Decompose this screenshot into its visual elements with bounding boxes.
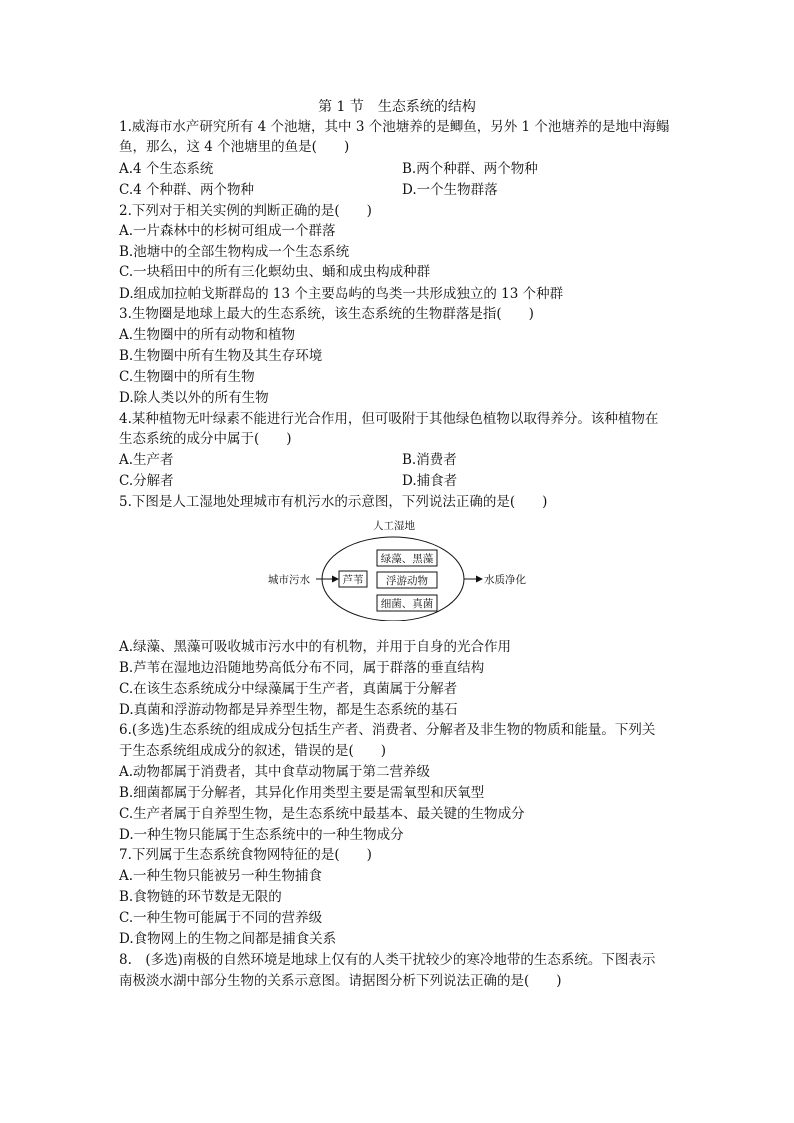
q1-option-c: C.4 个种群、两个物种 <box>119 182 255 198</box>
q4-option-b: B.消费者 <box>402 452 457 468</box>
q1-stem-line1: 1.威海市水产研究所有 4 个池塘，其中 3 个池塘养的是鲫鱼，另外 1 个池塘养的是地中海鳎 <box>119 119 670 135</box>
q6-option-a: A.动物都属于消费者，其中食草动物属于第二营养级 <box>119 764 431 780</box>
q4-stem-line1: 4.某种植物无叶绿素不能进行光合作用，但可吸附于其他绿色植物以取得养分。该种植物在 <box>119 411 659 427</box>
q4-option-c: C.分解者 <box>119 473 174 489</box>
q6-option-b: B.细菌都属于分解者，其异化作用类型主要是需氧型和厌氧型 <box>119 785 485 801</box>
section-title: 第 1 节 生态系统的结构 <box>318 99 476 115</box>
q3-option-a: A.生物圈中的所有动物和植物 <box>119 327 296 343</box>
q3-option-d: D.除人类以外的所有生物 <box>119 390 269 406</box>
diagram-output-label: 水质净化 <box>484 574 526 586</box>
q1-option-b: B.两个种群、两个物种 <box>402 161 538 177</box>
algae-label: 绿藻、黑藻 <box>380 553 434 565</box>
q7-option-d: D.食物网上的生物之间都是捕食关系 <box>119 931 337 947</box>
q6-option-d: D.一种生物只能属于生态系统中的一种生物成分 <box>119 827 404 843</box>
q2-option-b: B.池塘中的全部生物构成一个生态系统 <box>119 244 350 260</box>
q8-stem-line1: 8. (多选)南极的自然环境是地球上仅有的人类干扰较少的寒冷地带的生态系统。下图表示 <box>119 952 656 968</box>
q5-option-b: B.芦苇在湿地边沿随地势高低分布不同，属于群落的垂直结构 <box>119 660 485 676</box>
q2-option-a: A.一片森林中的杉树可组成一个群落 <box>119 223 336 239</box>
diagram-title: 人工湿地 <box>373 520 415 532</box>
q5-option-c: C.在该生态系统成分中绿藻属于生产者，真菌属于分解者 <box>119 681 458 697</box>
q4-option-a: A.生产者 <box>119 452 174 468</box>
q1-stem-line2: 鱼，那么，这 4 个池塘里的鱼是( ) <box>119 139 350 155</box>
q2-option-d: D.组成加拉帕戈斯群岛的 13 个主要岛屿的鸟类一共形成独立的 13 个种群 <box>119 286 564 302</box>
q4-stem-line2: 生态系统的成分中属于( ) <box>119 431 292 447</box>
q2-stem: 2.下列对于相关实例的判断正确的是( ) <box>119 203 372 219</box>
q8-stem-line2: 南极淡水湖中部分生物的关系示意图。请据图分析下列说法正确的是( ) <box>119 973 562 989</box>
bacteria-label: 细菌、真菌 <box>380 598 434 610</box>
q1-option-a: A.4 个生态系统 <box>119 161 214 177</box>
q3-option-c: C.生物圈中的所有生物 <box>119 369 255 385</box>
wetland-diagram <box>262 517 562 621</box>
q5-option-d: D.真菌和浮游动物都是异养型生物，都是生态系统的基石 <box>119 702 458 718</box>
reed-label: 芦苇 <box>342 574 364 586</box>
q7-option-b: B.食物链的环节数是无限的 <box>119 889 282 905</box>
diagram-input-label: 城市污水 <box>268 574 310 586</box>
q6-stem-line1: 6.(多选)生态系统的组成成分包括生产者、消费者、分解者及非生物的物质和能量。下列关 <box>119 722 656 738</box>
q5-option-a: A.绿藻、黑藻可吸收城市污水中的有机物，并用于自身的光合作用 <box>119 639 512 655</box>
q3-stem: 3.生物圈是地球上最大的生态系统，该生态系统的生物群落是指( ) <box>119 306 534 322</box>
q7-option-c: C.一种生物可能属于不同的营养级 <box>119 910 323 926</box>
zooplankton-label: 浮游动物 <box>386 575 428 587</box>
q6-stem-line2: 于生态系统组成成分的叙述，错误的是( ) <box>119 743 387 759</box>
q7-option-a: A.一种生物只能被另一种生物捕食 <box>119 868 323 884</box>
q2-option-c: C.一块稻田中的所有三化螟幼虫、蛹和成虫构成种群 <box>119 264 431 280</box>
q7-stem: 7.下列属于生态系统食物网特征的是( ) <box>119 847 372 863</box>
q6-option-c: C.生产者属于自养型生物，是生态系统中最基本、最关键的生物成分 <box>119 806 525 822</box>
q4-option-d: D.捕食者 <box>402 473 458 489</box>
q3-option-b: B.生物圈中所有生物及其生存环境 <box>119 348 323 364</box>
q1-option-d: D.一个生物群落 <box>402 182 498 198</box>
q5-stem: 5.下图是人工湿地处理城市有机污水的示意图，下列说法正确的是( ) <box>119 494 548 510</box>
